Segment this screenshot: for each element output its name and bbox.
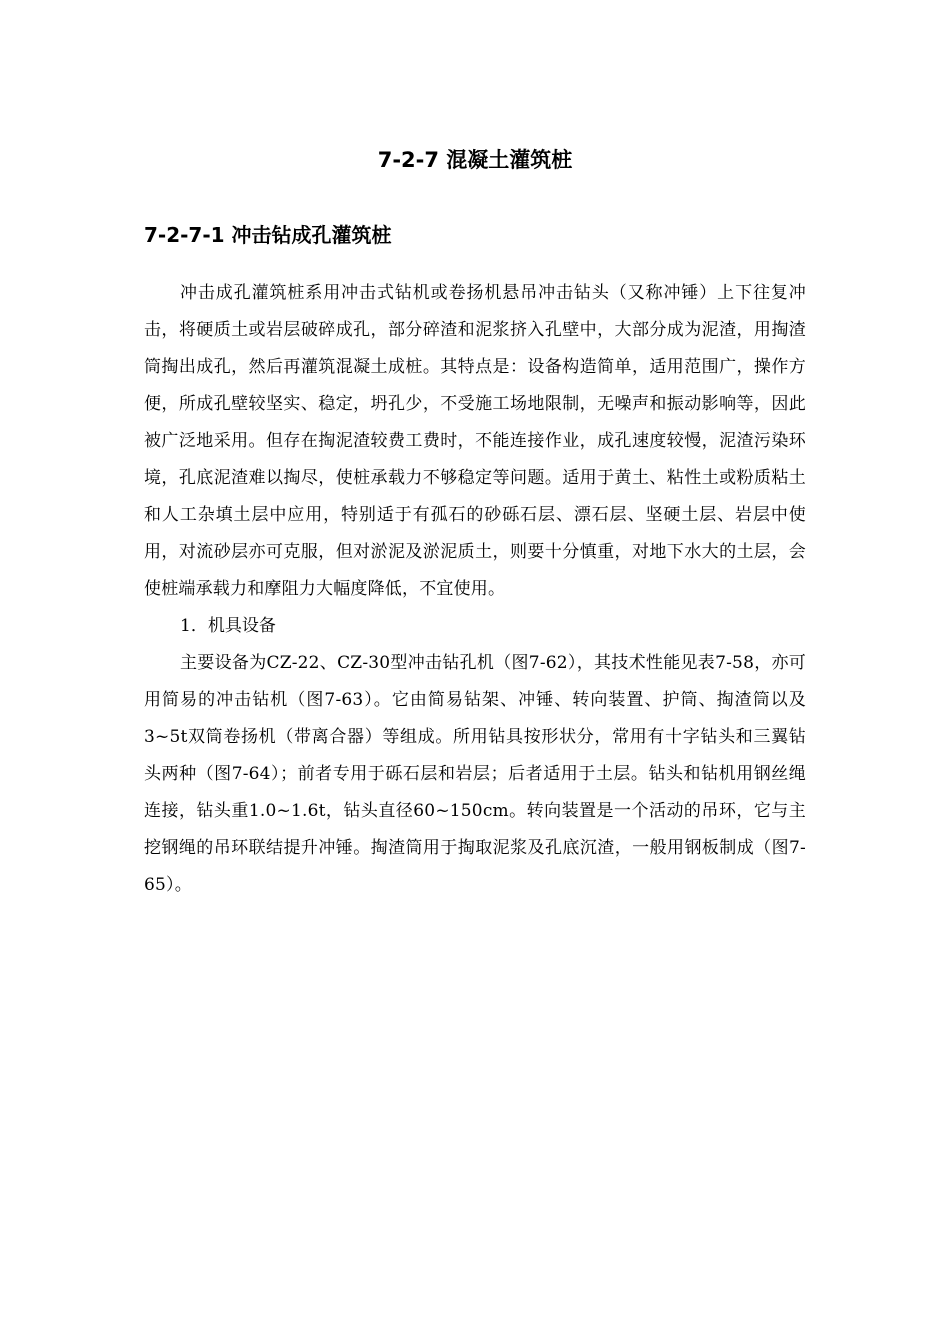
paragraph-intro: 冲击成孔灌筑桩系用冲击式钻机或卷扬机悬吊冲击钻头（又称冲锤）上下往复冲击，将硬质土或岩层破碎成孔，部分碎渣和泥浆挤入孔壁中，大部分成为泥渣，用掏渣筒掏出成孔，然后再灌筑混凝土成桩。其特点是：设备构造简单，适用范围广，操作方便，所成孔壁较坚实、稳定，坍孔少，不受施工场地限制，无噪声和振动影响等，因此被广泛地采用。但存在掏泥渣较费工费时，不能连接作业，成孔速度较慢，泥渣污染环境，孔底泥渣难以掏尽，使桩承载力不够稳定等问题。适用于黄土、粘性土或粉质粘土和人工杂填土层中应用，特别适于有孤石的砂砾石层、漂石层、坚硬土层、岩层中使用，对流砂层亦可克服，但对淤泥及淤泥质土，则要十分慎重，对地下水大的土层，会使桩端承载力和摩阻力大幅度降低，不宜使用。	[144, 283, 806, 599]
item-heading-equipment: 1．机具设备	[180, 616, 276, 636]
body-text	[144, 275, 806, 904]
section-heading: 7-2-7-1 冲击钻成孔灌筑桩	[144, 223, 392, 247]
document-title: 7-2-7 混凝土灌筑桩	[377, 148, 573, 172]
paragraph-equipment: 主要设备为CZ-22、CZ-30型冲击钻孔机（图7-62），其技术性能见表7-58，亦可用简易的冲击钻机（图7-63）。它由简易钻架、冲锤、转向装置、护筒、掏渣筒以及3~5t双筒卷扬机（带离合器）等组成。所用钻具按形状分，常用有十字钻头和三翼钻头两种（图7-64）；前者专用于砾石层和岩层；后者适用于土层。钻头和钻机用钢丝绳连接，钻头重1.0~1.6t，钻头直径60~150cm。转向装置是一个活动的吊环，它与主挖钢绳的吊环联结提升冲锤。掏渣筒用于掏取泥浆及孔底沉渣，一般用钢板制成（图7-65）。	[144, 653, 806, 895]
